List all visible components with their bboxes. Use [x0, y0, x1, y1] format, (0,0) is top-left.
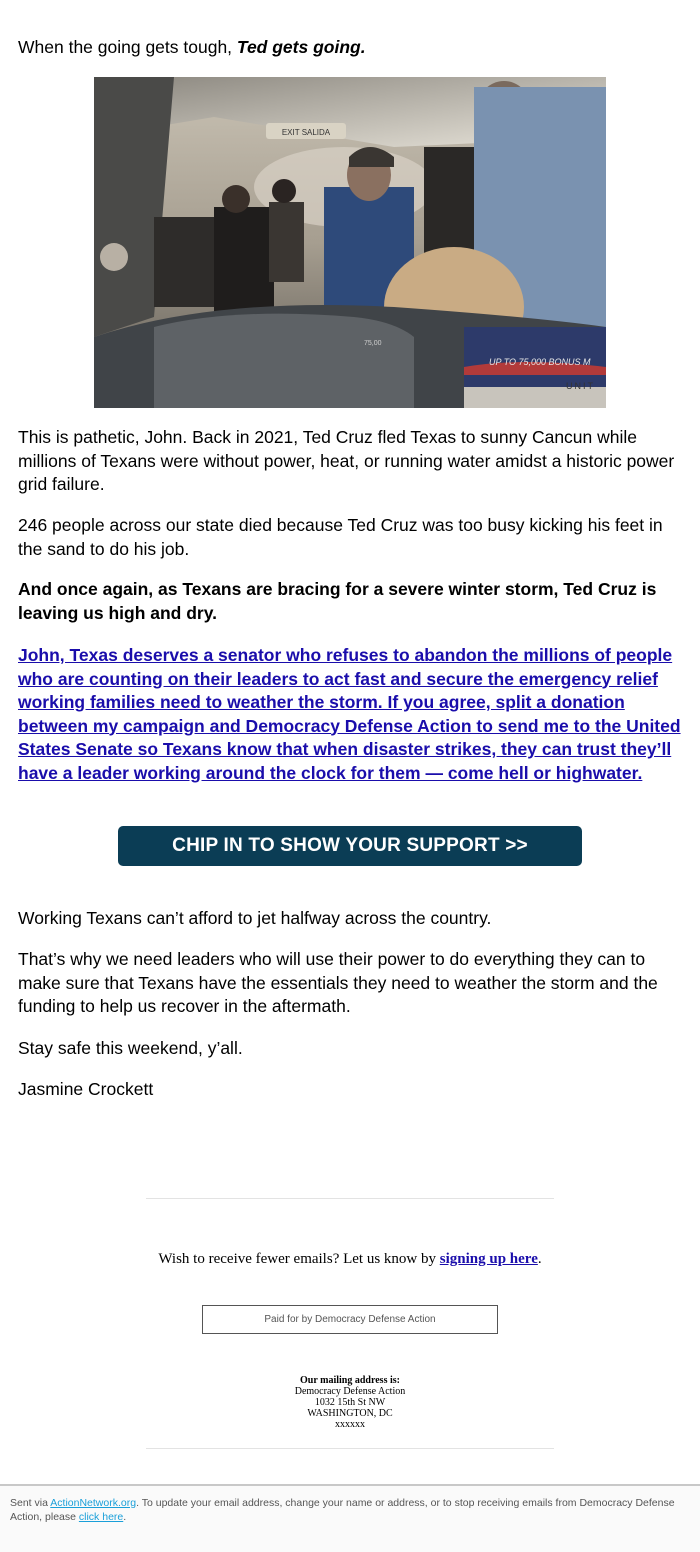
- seat-small-text: 75,00: [364, 340, 382, 347]
- paragraph-storm: And once again, as Texans are bracing for a severe winter storm, Ted Cruz is leaving us high and dry.: [18, 579, 657, 623]
- brand-fragment: UNIT: [566, 381, 595, 391]
- intro-line: [18, 36, 366, 60]
- signing-up-here-link[interactable]: signing up here: [439, 1251, 538, 1267]
- actionnetwork-link[interactable]: ActionNetwork.org: [50, 1497, 137, 1509]
- paragraph-deaths: 246 people across our state died because Ted Cruz was too busy kicking his feet in the sand to do his job.: [18, 515, 663, 559]
- paragraph-stay-safe: Stay safe this weekend, y’all.: [18, 1038, 243, 1058]
- chip-in-button[interactable]: CHIP IN TO SHOW YOUR SUPPORT >>: [118, 826, 582, 866]
- paid-for-disclaimer: Paid for by Democracy Defense Action: [202, 1305, 498, 1334]
- click-here-link[interactable]: click here: [78, 1511, 124, 1523]
- exit-sign-text: EXIT SALIDA: [281, 128, 331, 137]
- mailing-line: Democracy Defense Action: [294, 1386, 406, 1397]
- paragraph-jet: Working Texans can’t afford to jet halfway across the country.: [18, 908, 492, 928]
- sender-footer: [0, 1484, 700, 1552]
- intro-text: When the going gets tough,: [18, 37, 237, 57]
- mailing-line: 1032 15th St NW: [314, 1397, 386, 1408]
- airplane-cabin-photo: [94, 77, 606, 408]
- intro-emphasis: Ted gets going.: [236, 37, 366, 57]
- mailing-line: xxxxxx: [335, 1419, 365, 1430]
- mailing-address: [0, 1375, 700, 1430]
- seat-promo-text: UP TO 75,000 BONUS M: [489, 357, 591, 367]
- mailing-line: WASHINGTON, DC: [307, 1408, 393, 1419]
- fewer-emails-line: [0, 1251, 700, 1268]
- paragraph-cancun: This is pathetic, John. Back in 2021, Ted Cruz fled Texas to sunny Cancun while millions of Texans were without power, heat, or running water amidst a historic power grid failure.: [18, 427, 675, 494]
- sent-via-text: Sent via: [10, 1497, 51, 1509]
- divider-bottom: [146, 1448, 554, 1449]
- footer-end-text: .: [123, 1511, 127, 1523]
- divider-top: [146, 1198, 554, 1199]
- fewer-emails-end: .: [537, 1251, 542, 1267]
- fewer-emails-text: Wish to receive fewer emails? Let us know by: [158, 1251, 440, 1267]
- signature: Jasmine Crockett: [18, 1079, 154, 1099]
- paragraph-donation-appeal: [18, 644, 684, 785]
- sender-footer-text: [10, 1496, 680, 1524]
- footer-middle-text: . To update your email address, change your name or address, or to stop receiving emails from Democracy Defense Action, please: [10, 1497, 675, 1523]
- donation-appeal-link[interactable]: John, Texas deserves a senator who refuses to abandon the millions of people who are counting on their leaders to act fast and secure the emergency relief working families need to weather the storm. If you agree, split a donation between my campaign and Democracy Defense Action to send me to the United States Senate so Texans know that when disaster strikes, they can trust they’ll have a leader working around the clock for them — come hell or highwater.: [18, 645, 681, 783]
- paragraph-leaders: That’s why we need leaders who will use their power to do everything they can to make sure that Texans have the essentials they need to weather the storm and the funding to help us recover in the aftermath.: [18, 949, 658, 1016]
- mailing-heading: Our mailing address is:: [300, 1375, 400, 1386]
